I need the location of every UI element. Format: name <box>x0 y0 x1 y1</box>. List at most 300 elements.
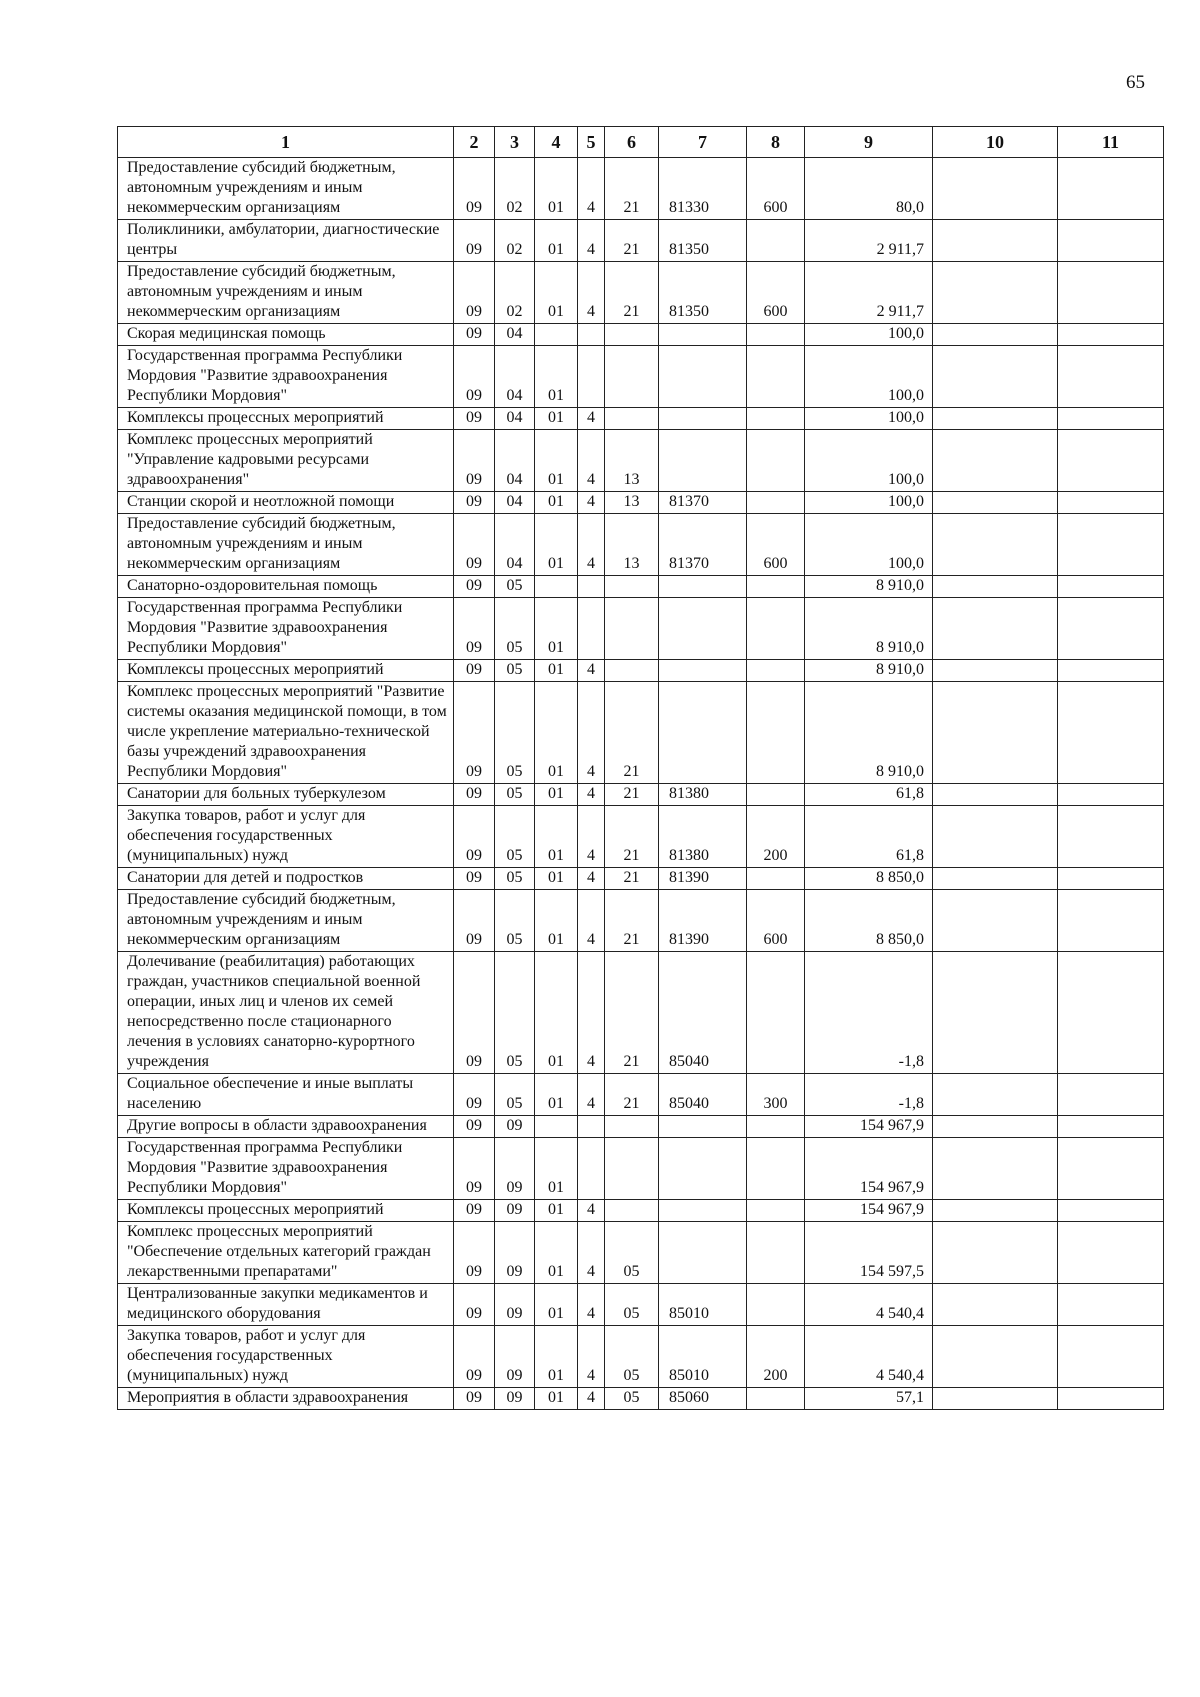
cell-col-5: 4 <box>578 1284 605 1326</box>
cell-col-10 <box>933 514 1058 576</box>
row-name-cell: Комплексы процессных мероприятий <box>118 1200 454 1222</box>
cell-col-9: 100,0 <box>805 408 933 430</box>
cell-col-2: 09 <box>454 890 495 952</box>
cell-col-4: 01 <box>535 430 578 492</box>
cell-col-10 <box>933 430 1058 492</box>
cell-col-11 <box>1058 514 1164 576</box>
cell-col-4: 01 <box>535 598 578 660</box>
cell-col-10 <box>933 890 1058 952</box>
cell-col-11 <box>1058 576 1164 598</box>
table-row <box>118 408 1164 430</box>
table-row <box>118 220 1164 262</box>
cell-col-10 <box>933 952 1058 1074</box>
cell-col-5: 4 <box>578 1200 605 1222</box>
cell-col-6: 21 <box>605 220 659 262</box>
cell-col-4: 01 <box>535 220 578 262</box>
cell-col-8: 600 <box>747 890 805 952</box>
row-name-cell: Предоставление субсидий бюджетным, автономным учреждениям и иным некоммерческим организациям <box>118 514 454 576</box>
row-name-cell: Комплекс процессных мероприятий "Управление кадровыми ресурсами здравоохранения" <box>118 430 454 492</box>
cell-col-8: 600 <box>747 158 805 220</box>
row-name-cell: Предоставление субсидий бюджетным, автономным учреждениям и иным некоммерческим организациям <box>118 158 454 220</box>
cell-col-3: 04 <box>495 430 535 492</box>
cell-col-5: 4 <box>578 408 605 430</box>
cell-col-2: 09 <box>454 1326 495 1388</box>
table-row <box>118 1284 1164 1326</box>
cell-col-11 <box>1058 324 1164 346</box>
cell-col-7 <box>659 324 747 346</box>
cell-col-7: 81380 <box>659 806 747 868</box>
cell-col-8: 600 <box>747 514 805 576</box>
cell-col-10 <box>933 806 1058 868</box>
cell-col-5 <box>578 346 605 408</box>
cell-col-3: 02 <box>495 262 535 324</box>
cell-col-9: -1,8 <box>805 1074 933 1116</box>
cell-col-5: 4 <box>578 220 605 262</box>
cell-col-4: 01 <box>535 1200 578 1222</box>
cell-col-9: 2 911,7 <box>805 220 933 262</box>
cell-col-6 <box>605 408 659 430</box>
cell-col-2: 09 <box>454 660 495 682</box>
cell-col-4: 01 <box>535 492 578 514</box>
cell-col-7: 81350 <box>659 262 747 324</box>
cell-col-8 <box>747 952 805 1074</box>
cell-col-4: 01 <box>535 806 578 868</box>
cell-col-6: 21 <box>605 1074 659 1116</box>
cell-col-7: 81370 <box>659 514 747 576</box>
cell-col-8 <box>747 346 805 408</box>
cell-col-7: 85010 <box>659 1326 747 1388</box>
cell-col-8 <box>747 598 805 660</box>
column-header-9: 9 <box>805 127 933 158</box>
cell-col-8 <box>747 1284 805 1326</box>
cell-col-5: 4 <box>578 784 605 806</box>
table-row <box>118 1222 1164 1284</box>
cell-col-4 <box>535 576 578 598</box>
cell-col-4: 01 <box>535 868 578 890</box>
column-header-2: 2 <box>454 127 495 158</box>
cell-col-9: 100,0 <box>805 514 933 576</box>
cell-col-7 <box>659 1138 747 1200</box>
cell-col-5: 4 <box>578 1074 605 1116</box>
row-name-cell: Предоставление субсидий бюджетным, автономным учреждениям и иным некоммерческим организациям <box>118 262 454 324</box>
row-name-cell: Другие вопросы в области здравоохранения <box>118 1116 454 1138</box>
row-name-cell: Комплекс процессных мероприятий "Обеспечение отдельных категорий граждан лекарственными препаратами" <box>118 1222 454 1284</box>
cell-col-11 <box>1058 1200 1164 1222</box>
cell-col-10 <box>933 1284 1058 1326</box>
table-header-row <box>118 127 1164 158</box>
cell-col-6: 21 <box>605 890 659 952</box>
row-name-cell: Комплекс процессных мероприятий "Развитие системы оказания медицинской помощи, в том числе укрепление материально-технической базы учреждений здравоохранения Республики Мордовия" <box>118 682 454 784</box>
cell-col-10 <box>933 682 1058 784</box>
table-row <box>118 1326 1164 1388</box>
cell-col-9: 57,1 <box>805 1388 933 1410</box>
cell-col-11 <box>1058 1222 1164 1284</box>
cell-col-10 <box>933 660 1058 682</box>
column-header-10: 10 <box>933 127 1058 158</box>
row-name-cell: Государственная программа Республики Мордовия "Развитие здравоохранения Республики Мордовия" <box>118 346 454 408</box>
column-header-11: 11 <box>1058 127 1164 158</box>
table-row <box>118 682 1164 784</box>
row-name-cell: Закупка товаров, работ и услуг для обеспечения государственных (муниципальных) нужд <box>118 1326 454 1388</box>
table-row <box>118 346 1164 408</box>
table-row <box>118 430 1164 492</box>
cell-col-7 <box>659 430 747 492</box>
cell-col-6: 13 <box>605 430 659 492</box>
cell-col-8 <box>747 492 805 514</box>
cell-col-2: 09 <box>454 346 495 408</box>
cell-col-10 <box>933 1116 1058 1138</box>
cell-col-2: 09 <box>454 262 495 324</box>
table-row <box>118 1116 1164 1138</box>
cell-col-8 <box>747 408 805 430</box>
cell-col-7 <box>659 1222 747 1284</box>
cell-col-11 <box>1058 1116 1164 1138</box>
cell-col-10 <box>933 1326 1058 1388</box>
cell-col-9: 80,0 <box>805 158 933 220</box>
cell-col-10 <box>933 220 1058 262</box>
cell-col-9: 100,0 <box>805 324 933 346</box>
column-header-8: 8 <box>747 127 805 158</box>
page-number: 65 <box>1126 72 1145 93</box>
cell-col-5: 4 <box>578 890 605 952</box>
table-row <box>118 262 1164 324</box>
cell-col-6: 21 <box>605 262 659 324</box>
cell-col-8: 600 <box>747 262 805 324</box>
cell-col-11 <box>1058 682 1164 784</box>
cell-col-3: 02 <box>495 158 535 220</box>
cell-col-4: 01 <box>535 682 578 784</box>
cell-col-5: 4 <box>578 1222 605 1284</box>
cell-col-8 <box>747 220 805 262</box>
cell-col-8 <box>747 1388 805 1410</box>
cell-col-9: 100,0 <box>805 492 933 514</box>
cell-col-3: 05 <box>495 784 535 806</box>
cell-col-4: 01 <box>535 1284 578 1326</box>
cell-col-6 <box>605 346 659 408</box>
cell-col-11 <box>1058 220 1164 262</box>
cell-col-8 <box>747 324 805 346</box>
cell-col-3: 05 <box>495 890 535 952</box>
cell-col-11 <box>1058 952 1164 1074</box>
cell-col-2: 09 <box>454 1116 495 1138</box>
cell-col-11 <box>1058 868 1164 890</box>
cell-col-11 <box>1058 1388 1164 1410</box>
cell-col-10 <box>933 492 1058 514</box>
column-header-4: 4 <box>535 127 578 158</box>
table-row <box>118 806 1164 868</box>
cell-col-2: 09 <box>454 158 495 220</box>
table-row <box>118 1200 1164 1222</box>
table-row <box>118 492 1164 514</box>
cell-col-3: 05 <box>495 598 535 660</box>
cell-col-4: 01 <box>535 890 578 952</box>
table-row <box>118 324 1164 346</box>
cell-col-10 <box>933 158 1058 220</box>
cell-col-11 <box>1058 408 1164 430</box>
cell-col-6: 21 <box>605 806 659 868</box>
column-header-3: 3 <box>495 127 535 158</box>
cell-col-2: 09 <box>454 1222 495 1284</box>
cell-col-5: 4 <box>578 660 605 682</box>
cell-col-6: 13 <box>605 492 659 514</box>
cell-col-9: 61,8 <box>805 784 933 806</box>
cell-col-8: 200 <box>747 1326 805 1388</box>
cell-col-5 <box>578 324 605 346</box>
table-row <box>118 158 1164 220</box>
cell-col-2: 09 <box>454 598 495 660</box>
table-row <box>118 868 1164 890</box>
row-name-cell: Станции скорой и неотложной помощи <box>118 492 454 514</box>
row-name-cell: Комплексы процессных мероприятий <box>118 660 454 682</box>
cell-col-7: 81330 <box>659 158 747 220</box>
budget-table <box>117 126 1164 1410</box>
cell-col-2: 09 <box>454 408 495 430</box>
cell-col-4: 01 <box>535 952 578 1074</box>
row-name-cell: Комплексы процессных мероприятий <box>118 408 454 430</box>
cell-col-7 <box>659 1116 747 1138</box>
table-row <box>118 952 1164 1074</box>
cell-col-8 <box>747 1200 805 1222</box>
cell-col-2: 09 <box>454 1138 495 1200</box>
cell-col-2: 09 <box>454 430 495 492</box>
row-name-cell: Санатории для больных туберкулезом <box>118 784 454 806</box>
cell-col-10 <box>933 1074 1058 1116</box>
cell-col-5 <box>578 1116 605 1138</box>
cell-col-5 <box>578 1138 605 1200</box>
cell-col-11 <box>1058 1138 1164 1200</box>
row-name-cell: Предоставление субсидий бюджетным, автономным учреждениям и иным некоммерческим организациям <box>118 890 454 952</box>
cell-col-9: 8 910,0 <box>805 576 933 598</box>
row-name-cell: Государственная программа Республики Мордовия "Развитие здравоохранения Республики Мордовия" <box>118 1138 454 1200</box>
cell-col-11 <box>1058 158 1164 220</box>
cell-col-11 <box>1058 262 1164 324</box>
cell-col-10 <box>933 784 1058 806</box>
cell-col-10 <box>933 598 1058 660</box>
cell-col-7 <box>659 598 747 660</box>
cell-col-9: 154 597,5 <box>805 1222 933 1284</box>
cell-col-2: 09 <box>454 492 495 514</box>
cell-col-4: 01 <box>535 1326 578 1388</box>
cell-col-3: 05 <box>495 660 535 682</box>
cell-col-3: 05 <box>495 576 535 598</box>
table-row <box>118 1074 1164 1116</box>
row-name-cell: Закупка товаров, работ и услуг для обеспечения государственных (муниципальных) нужд <box>118 806 454 868</box>
column-header-6: 6 <box>605 127 659 158</box>
cell-col-6: 21 <box>605 158 659 220</box>
cell-col-10 <box>933 408 1058 430</box>
cell-col-6 <box>605 1116 659 1138</box>
cell-col-2: 09 <box>454 576 495 598</box>
cell-col-9: 154 967,9 <box>805 1116 933 1138</box>
cell-col-6: 05 <box>605 1284 659 1326</box>
row-name-cell: Централизованные закупки медикаментов и медицинского оборудования <box>118 1284 454 1326</box>
cell-col-5: 4 <box>578 1326 605 1388</box>
cell-col-6 <box>605 1200 659 1222</box>
cell-col-6: 21 <box>605 682 659 784</box>
cell-col-7: 81380 <box>659 784 747 806</box>
cell-col-9: 8 910,0 <box>805 598 933 660</box>
cell-col-9: 100,0 <box>805 430 933 492</box>
cell-col-4: 01 <box>535 408 578 430</box>
cell-col-10 <box>933 262 1058 324</box>
cell-col-2: 09 <box>454 1284 495 1326</box>
cell-col-2: 09 <box>454 1200 495 1222</box>
cell-col-4: 01 <box>535 262 578 324</box>
cell-col-6: 05 <box>605 1388 659 1410</box>
table-row <box>118 598 1164 660</box>
cell-col-9: 8 910,0 <box>805 682 933 784</box>
cell-col-3: 09 <box>495 1200 535 1222</box>
cell-col-10 <box>933 1222 1058 1284</box>
cell-col-8 <box>747 1138 805 1200</box>
cell-col-7: 85040 <box>659 952 747 1074</box>
column-header-5: 5 <box>578 127 605 158</box>
cell-col-7 <box>659 1200 747 1222</box>
cell-col-5: 4 <box>578 806 605 868</box>
cell-col-9: 8 910,0 <box>805 660 933 682</box>
cell-col-11 <box>1058 1284 1164 1326</box>
cell-col-6: 21 <box>605 784 659 806</box>
cell-col-4: 01 <box>535 346 578 408</box>
cell-col-9: 8 850,0 <box>805 890 933 952</box>
cell-col-10 <box>933 324 1058 346</box>
cell-col-8 <box>747 576 805 598</box>
cell-col-3: 09 <box>495 1138 535 1200</box>
table-row <box>118 576 1164 598</box>
column-header-1: 1 <box>118 127 454 158</box>
table-body <box>118 158 1164 1410</box>
cell-col-3: 04 <box>495 408 535 430</box>
cell-col-8 <box>747 868 805 890</box>
cell-col-5: 4 <box>578 262 605 324</box>
cell-col-3: 05 <box>495 806 535 868</box>
cell-col-2: 09 <box>454 868 495 890</box>
cell-col-8: 300 <box>747 1074 805 1116</box>
cell-col-6: 05 <box>605 1326 659 1388</box>
cell-col-8 <box>747 660 805 682</box>
cell-col-8 <box>747 1116 805 1138</box>
cell-col-9: 4 540,4 <box>805 1326 933 1388</box>
cell-col-11 <box>1058 1074 1164 1116</box>
cell-col-7: 85010 <box>659 1284 747 1326</box>
cell-col-8 <box>747 1222 805 1284</box>
cell-col-7: 85040 <box>659 1074 747 1116</box>
cell-col-5 <box>578 598 605 660</box>
cell-col-4: 01 <box>535 784 578 806</box>
cell-col-10 <box>933 1388 1058 1410</box>
cell-col-8 <box>747 682 805 784</box>
cell-col-9: 61,8 <box>805 806 933 868</box>
cell-col-6 <box>605 660 659 682</box>
row-name-cell: Мероприятия в области здравоохранения <box>118 1388 454 1410</box>
cell-col-9: 100,0 <box>805 346 933 408</box>
cell-col-11 <box>1058 660 1164 682</box>
cell-col-5: 4 <box>578 868 605 890</box>
cell-col-6 <box>605 1138 659 1200</box>
cell-col-6: 21 <box>605 868 659 890</box>
cell-col-5 <box>578 576 605 598</box>
cell-col-11 <box>1058 806 1164 868</box>
table-row <box>118 660 1164 682</box>
row-name-cell: Поликлиники, амбулатории, диагностические центры <box>118 220 454 262</box>
cell-col-4: 01 <box>535 514 578 576</box>
cell-col-8 <box>747 430 805 492</box>
cell-col-4: 01 <box>535 1388 578 1410</box>
cell-col-9: 8 850,0 <box>805 868 933 890</box>
cell-col-7 <box>659 660 747 682</box>
cell-col-7: 81350 <box>659 220 747 262</box>
cell-col-5: 4 <box>578 514 605 576</box>
cell-col-4: 01 <box>535 660 578 682</box>
cell-col-7: 81390 <box>659 868 747 890</box>
cell-col-10 <box>933 868 1058 890</box>
cell-col-8 <box>747 784 805 806</box>
cell-col-6: 05 <box>605 1222 659 1284</box>
cell-col-3: 09 <box>495 1388 535 1410</box>
cell-col-11 <box>1058 784 1164 806</box>
cell-col-9: 154 967,9 <box>805 1138 933 1200</box>
cell-col-6 <box>605 576 659 598</box>
table-row <box>118 514 1164 576</box>
cell-col-2: 09 <box>454 784 495 806</box>
cell-col-3: 02 <box>495 220 535 262</box>
table-row <box>118 784 1164 806</box>
cell-col-11 <box>1058 492 1164 514</box>
cell-col-5: 4 <box>578 492 605 514</box>
cell-col-11 <box>1058 1326 1164 1388</box>
cell-col-2: 09 <box>454 324 495 346</box>
cell-col-10 <box>933 1200 1058 1222</box>
cell-col-7 <box>659 408 747 430</box>
cell-col-2: 09 <box>454 220 495 262</box>
cell-col-5: 4 <box>578 952 605 1074</box>
row-name-cell: Санаторно-оздоровительная помощь <box>118 576 454 598</box>
cell-col-11 <box>1058 598 1164 660</box>
cell-col-10 <box>933 346 1058 408</box>
cell-col-4: 01 <box>535 1222 578 1284</box>
cell-col-11 <box>1058 430 1164 492</box>
cell-col-2: 09 <box>454 1074 495 1116</box>
cell-col-11 <box>1058 346 1164 408</box>
cell-col-7 <box>659 576 747 598</box>
row-name-cell: Санатории для детей и подростков <box>118 868 454 890</box>
cell-col-6: 13 <box>605 514 659 576</box>
table-row <box>118 890 1164 952</box>
cell-col-5: 4 <box>578 682 605 784</box>
cell-col-3: 04 <box>495 324 535 346</box>
cell-col-2: 09 <box>454 1388 495 1410</box>
cell-col-4 <box>535 1116 578 1138</box>
cell-col-7: 81370 <box>659 492 747 514</box>
table-row <box>118 1388 1164 1410</box>
column-header-7: 7 <box>659 127 747 158</box>
cell-col-11 <box>1058 890 1164 952</box>
cell-col-8: 200 <box>747 806 805 868</box>
cell-col-3: 05 <box>495 682 535 784</box>
cell-col-7: 81390 <box>659 890 747 952</box>
cell-col-5: 4 <box>578 1388 605 1410</box>
row-name-cell: Социальное обеспечение и иные выплаты населению <box>118 1074 454 1116</box>
cell-col-9: 4 540,4 <box>805 1284 933 1326</box>
cell-col-4: 01 <box>535 1138 578 1200</box>
cell-col-3: 09 <box>495 1284 535 1326</box>
cell-col-9: 154 967,9 <box>805 1200 933 1222</box>
cell-col-7 <box>659 682 747 784</box>
cell-col-3: 05 <box>495 952 535 1074</box>
cell-col-10 <box>933 1138 1058 1200</box>
cell-col-9: 2 911,7 <box>805 262 933 324</box>
table-row <box>118 1138 1164 1200</box>
